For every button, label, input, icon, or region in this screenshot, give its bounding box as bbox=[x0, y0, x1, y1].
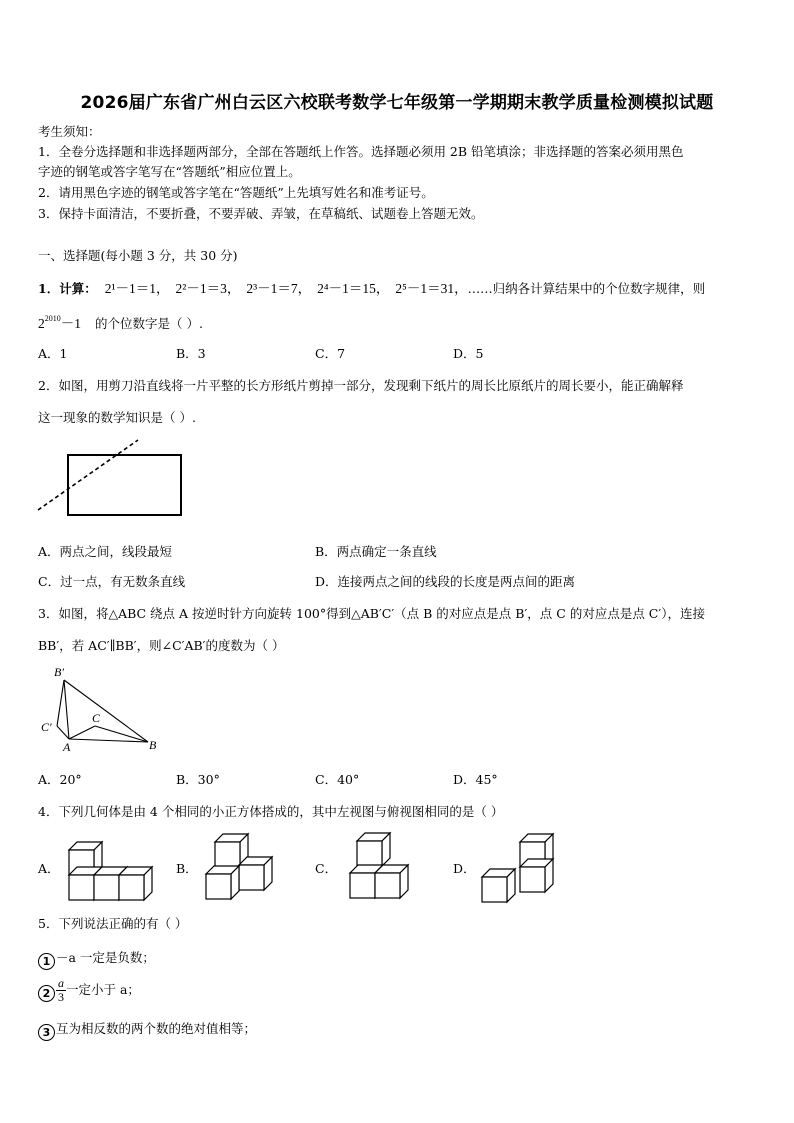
question-3-line-1: 3．如图，将△ABC 绕点 A 按逆时针方向旋转 100°得到△AB′C′（点 B 的对应点是点 B′，点 C 的对应点是点 C′），连接 bbox=[38, 606, 705, 621]
fraction-denominator: 3 bbox=[58, 990, 64, 1004]
question-5-line-1: 5．下列说法正确的有（ ） bbox=[38, 916, 188, 931]
statement-1-number: 1 bbox=[38, 953, 55, 970]
label-c: C bbox=[92, 711, 101, 725]
option-c-solid bbox=[350, 833, 408, 898]
notice-item-1-line-2: 字迹的钢笔或答字笔写在“答题纸”相应位置上。 bbox=[38, 164, 301, 179]
notice-item-1-line-1: 1．全卷分选择题和非选择题两部分，全部在答题纸上作答。选择题必须用 2B 铅笔填涂；非选择题的答案必须用黑色 bbox=[38, 144, 684, 159]
question-2-option-b[interactable]: B．两点确定一条直线 bbox=[315, 544, 437, 559]
section-heading: 一、选择题(每小题 3 分，共 30 分) bbox=[38, 248, 238, 263]
question-1-power-tail: －1 bbox=[60, 316, 81, 331]
question-1-option-d[interactable]: D．5 bbox=[453, 346, 484, 361]
option-a-solid bbox=[69, 842, 152, 900]
notice-item-3: 3．保持卡面清洁，不要折叠，不要弄破、弄皱，在草稿纸、试题卷上答题无效。 bbox=[38, 206, 484, 221]
page-title: 2026届广东省广州白云区六校联考数学七年级第一学期期末教学质量检测模拟试题 bbox=[80, 93, 714, 113]
fraction-numerator: a bbox=[58, 976, 64, 990]
statement-3 bbox=[38, 1019, 256, 1041]
statement-3-number: 3 bbox=[38, 1024, 55, 1041]
statement-2-text: 一定小于 a； bbox=[66, 982, 140, 997]
question-3-line-2: BB′，若 AC′∥BB′，则∠C′AB′的度数为（ ） bbox=[38, 638, 285, 653]
question-1-power-base: 2 bbox=[38, 316, 45, 331]
question-1-expr-1: 2¹－1＝1， bbox=[104, 281, 170, 296]
question-4-option-a[interactable]: A． bbox=[38, 861, 60, 876]
question-2-option-a[interactable]: A．两点之间，线段最短 bbox=[38, 544, 173, 559]
statement-1 bbox=[38, 948, 155, 970]
statement-1-text: －a 一定是负数； bbox=[56, 950, 155, 965]
question-3-option-d[interactable]: D．45° bbox=[453, 772, 498, 787]
statement-2-fraction bbox=[56, 977, 66, 1004]
question-2-line-1: 2．如图，用剪刀沿直线将一片平整的长方形纸片剪掉一部分，发现剩下纸片的周长比原纸片的周长要小，能正确解释 bbox=[38, 378, 684, 393]
question-1-prefix: 1．计算： bbox=[38, 281, 97, 296]
question-4-option-c[interactable]: C． bbox=[315, 861, 338, 876]
question-1-expr-3: 2³－1＝7， bbox=[246, 281, 312, 296]
statement-2 bbox=[38, 977, 140, 1004]
label-c-prime: C′ bbox=[41, 720, 52, 734]
question-1-line-2-text: 的个位数字是（ ）. bbox=[95, 316, 203, 331]
question-1-expr-2: 2²－1＝3， bbox=[175, 281, 241, 296]
question-3-option-a[interactable]: A．20° bbox=[38, 772, 82, 787]
question-3-option-c[interactable]: C．40° bbox=[315, 772, 360, 787]
question-1-expr-4: 2⁴－1＝15， bbox=[317, 281, 390, 296]
label-a: A bbox=[63, 740, 71, 754]
question-1-suffix: ……归纳各计算结果中的个位数字规律，则 bbox=[467, 281, 706, 296]
question-2-line-2: 这一现象的数学知识是（ ）. bbox=[38, 410, 196, 425]
label-b-prime: B′ bbox=[54, 665, 64, 679]
question-1-option-a[interactable]: A．1 bbox=[38, 346, 68, 361]
notice-heading: 考生须知： bbox=[38, 124, 101, 139]
question-3-option-b[interactable]: B．30° bbox=[176, 772, 220, 787]
label-b: B bbox=[149, 738, 157, 752]
notice-item-2: 2．请用黑色字迹的钢笔或答字笔在“答题纸”上先填写姓名和准考证号。 bbox=[38, 185, 434, 200]
question-1-power-exponent: 2010 bbox=[44, 314, 61, 323]
question-1-expr-5: 2⁵－1＝31， bbox=[395, 281, 468, 296]
question-1-option-b[interactable]: B．3 bbox=[176, 346, 206, 361]
question-2-option-d[interactable]: D．连接两点之间的线段的长度是两点间的距离 bbox=[315, 574, 576, 589]
statement-2-number: 2 bbox=[38, 985, 55, 1002]
question-4-line-1: 4．下列几何体是由 4 个相同的小正方体搭成的，其中左视图与俯视图相同的是（ ） bbox=[38, 804, 504, 819]
question-4-option-b[interactable]: B． bbox=[176, 861, 198, 876]
question-1-option-c[interactable]: C．7 bbox=[315, 346, 346, 361]
statement-3-text: 互为相反数的两个数的绝对值相等； bbox=[56, 1021, 257, 1036]
option-d-solid bbox=[482, 834, 553, 902]
option-b-solid bbox=[206, 834, 272, 899]
question-2-option-c[interactable]: C．过一点，有无数条直线 bbox=[38, 574, 186, 589]
question-4-option-d[interactable]: D． bbox=[453, 861, 476, 876]
